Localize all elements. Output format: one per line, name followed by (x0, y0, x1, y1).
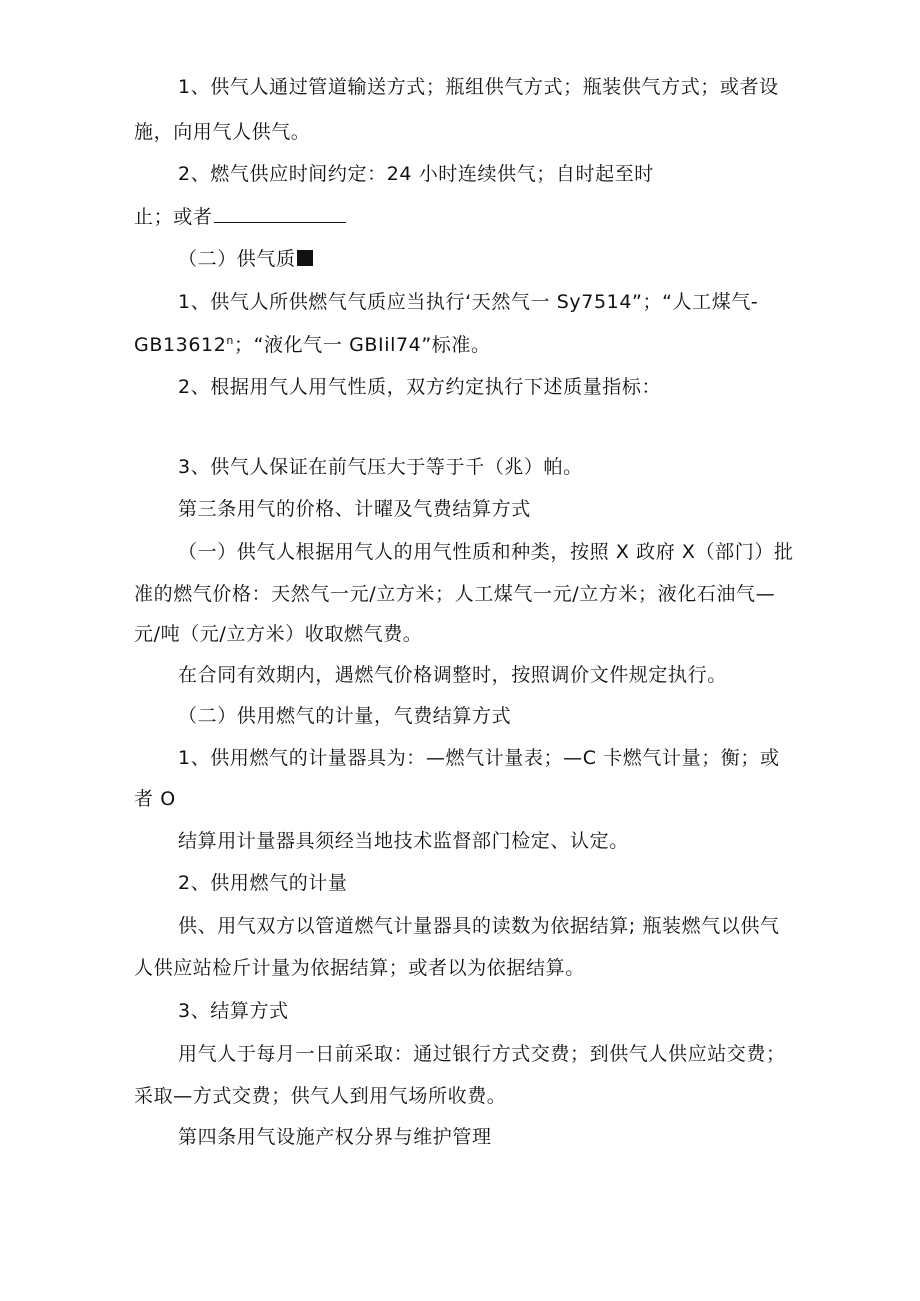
black-square-icon (297, 250, 313, 266)
line-25: 第四条用气设施产权分界与维护管理 (178, 1126, 492, 1148)
line-6: 1、供气人所供燃气气质应当执行‘天然气一 Sy7514”；“人工煤气- (178, 291, 759, 313)
line-21: 人供应站检斤计量为依据结算；或者以为依据结算。 (134, 957, 585, 979)
line-18: 结算用计量器具须经当地技术监督部门检定、认定。 (178, 830, 629, 852)
line-7-text-a: GB13612 (134, 334, 227, 356)
line-8: 2、根据用气人用气性质，双方约定执行下述质量指标： (178, 376, 662, 398)
line-4-text: 止；或者 (134, 206, 213, 228)
line-7-text-b: ；“液化气一 GBIil74”标准。 (233, 334, 491, 356)
line-3: 2、燃气供应时间约定：24 小时连续供气；自时起至时 (178, 163, 654, 185)
line-24: 采取—方式交费；供气人到用气场所收费。 (134, 1085, 507, 1107)
line-23: 用气人于每月一日前采取：通过银行方式交费；到供气人供应站交费； (178, 1043, 786, 1065)
line-1: 1、供气人通过管道输送方式；瓶组供气方式；瓶装供气方式；或者设 (178, 76, 779, 98)
line-22: 3、结算方式 (178, 1000, 289, 1022)
line-14: 在合同有效期内，遇燃气价格调整时，按照调价文件规定执行。 (178, 664, 727, 686)
line-12: 准的燃气价格：天然气一元/立方米；人工煤气一元/立方米；液化石油气— (134, 583, 776, 605)
line-13: 元/吨（元/立方米）收取燃气费。 (134, 623, 423, 645)
fill-in-blank (214, 204, 346, 223)
line-5-text: （二）供气质 (178, 248, 296, 270)
line-19: 2、供用燃气的计量 (178, 872, 348, 894)
line-5 (178, 246, 313, 272)
line-17: 者 O (134, 788, 176, 810)
line-9: 3、供气人保证在前气压大于等于千（兆）帕。 (178, 456, 583, 478)
line-2: 施，向用气人供气。 (134, 121, 311, 143)
line-7-superscript: n (226, 334, 234, 347)
line-7 (134, 332, 491, 358)
line-10: 第三条用气的价格、计曜及气费结算方式 (178, 498, 531, 520)
line-4 (134, 204, 346, 230)
line-11: （一）供气人根据用气人的用气性质和种类，按照 X 政府 X（部门）批 (178, 541, 794, 563)
line-20: 供、用气双方以管道燃气计量器具的读数为依据结算; 瓶装燃气以供气 (178, 915, 780, 937)
line-15: （二）供用燃气的计量，气费结算方式 (178, 705, 512, 727)
line-16: 1、供用燃气的计量器具为：—燃气计量表；—C 卡燃气计量；衡；或 (178, 747, 780, 769)
